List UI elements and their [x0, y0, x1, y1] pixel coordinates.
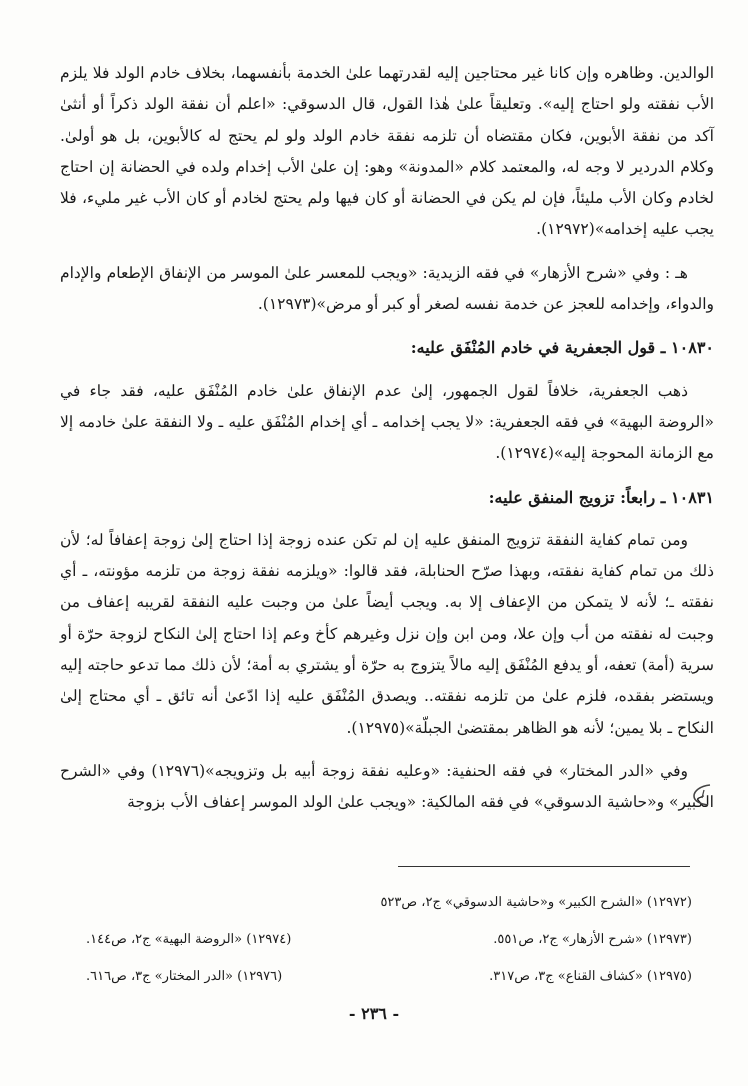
footnote-12974: (١٢٩٧٤) «الروضة البهية» ج٢، ص١٤٤.: [86, 932, 292, 947]
margin-bracket-mark: [680, 782, 714, 808]
paragraph-jafari: ذهب الجعفرية، خلافاً لقول الجمهور، إلىٰ عدم الإنفاق علىٰ خادم المُنْفَق عليه، فقد جاء في «الروضة البهية» في فقه الجعفرية: «لا يجب إخدامه ـ أي إخدام المُنْفَق عليه ـ ولا النفقة علىٰ خادمه إلا مع الزمانة المحوجة إليه»(١٢٩٧٤).: [60, 381, 714, 463]
footnote-12972: (١٢٩٧٢) «الشرح الكبير» و«حاشية الدسوقي» ج٢، ص٥٢٣: [380, 895, 692, 910]
footnote-12975: (١٢٩٧٥) «كشاف القناع» ج٣، ص٣١٧.: [489, 969, 692, 984]
footnote-12976: (١٢٩٧٦) «الدر المختار» ج٣، ص٦١٦.: [86, 969, 283, 984]
page-number: - ٢٣٦ -: [348, 1004, 400, 1023]
footnote-row: [86, 921, 692, 958]
paragraph-hanbali-marriage: ومن تمام كفاية النفقة تزويج المنفق عليه إن لم تكن عنده زوجة إذا احتاج إلىٰ زوجة إعفافاً له؛ لأن ذلك من تمام كفاية نفقته، وبهذا صرّح الحنابلة، فقد قالوا: «ويلزمه نفقة زوجة من تلزمه مؤونته، ـ أي نفقته ـ؛ لأنه لا يتمكن من الإعفاف إلا به. ويجب أيضاً علىٰ من وجبت عليه النفقة لقريبه إعفاف من وجبت له نفقته من أب وإن علا، ومن ابن وإن نزل وغيرهم كأخ وعم إذا احتاج إلىٰ النكاح لزوجة حرّة أو سرية (أمة) تعفه، أو يدفع المُنْفَق إليه مالاً يتزوج به حرّة أو يشتري به أمة؛ لأن ذلك مما تدعو حاجته إليه ويستضر بفقده، فلزم علىٰ من تلزمه نفقته.. ويصدق المُنْفَق عليه إذا ادّعىٰ أنه تائق ـ أي محتاج إلىٰ النكاح ـ بلا يمين؛ لأنه هو الظاهر بمقتضىٰ الجبلّة»(١٢٩٧٥).: [60, 530, 714, 737]
paragraph-zaydi: هـ : وفي «شرح الأزهار» في فقه الزيدية: «ويجب للمعسر علىٰ الموسر من الإنفاق الإطعام والإدام والدواء، وإخدامه للعجز عن خدمة نفسه لصغر أو كبر أو مرض»(١٢٩٧٣).: [60, 263, 714, 314]
section-heading-10831: ١٠٨٣١ ـ رابعاً: تزويج المنفق عليه:: [488, 487, 714, 507]
footnotes: [86, 884, 692, 995]
paragraph-hanafi-maliki: وفي «الدر المختار» في فقه الحنفية: «وعليه نفقة زوجة أبيه بل وتزويجه»(١٢٩٧٦) وفي «الشرح الكبير» و«حاشية الدسوقي» في فقه المالكية: «ويجب علىٰ الولد الموسر إعفاف الأب بزوجة: [60, 761, 714, 812]
paragraph-maliki-servant: الوالدين. وظاهره وإن كانا غير محتاجين إليه لقدرتهما علىٰ الخدمة بأنفسهما، بخلاف خادم الولد فلا يلزم الأب نفقته ولو احتاج إليه». وتعليقاً علىٰ هٰذا القول، قال الدسوقي: «اعلم أن نفقة الولد ذكراً أو أنثىٰ آكد من نفقة الأبوين، فكان مقتضاه أن تلزمه نفقة خادم الولد ولو لم يحتج له كالأبوين، بل هو أولىٰ. وكلام الدردير لا وجه له، والمعتمد كلام «المدونة» وهو: إن علىٰ الأب إخدام ولده في الحضانة إن احتاج لخادم وكان الأب مليئاً، فإن لم يكن في الحضانة أو كان فيها ولم يحتج لخادم أو كان الأب غير مليء، فلا يجب عليه إخدامه»(١٢٩٧٢).: [60, 64, 714, 239]
footnote-12973: (١٢٩٧٣) «شرح الأزهار» ج٢، ص٥٥١.: [493, 932, 692, 947]
footnote-row: [86, 884, 692, 921]
footnote-separator: [398, 866, 690, 867]
footnote-row: [86, 958, 692, 995]
main-text: [60, 58, 714, 819]
section-heading-10830: ١٠٨٣٠ ـ قول الجعفرية في خادم المُنْفَق عليه:: [410, 338, 714, 358]
